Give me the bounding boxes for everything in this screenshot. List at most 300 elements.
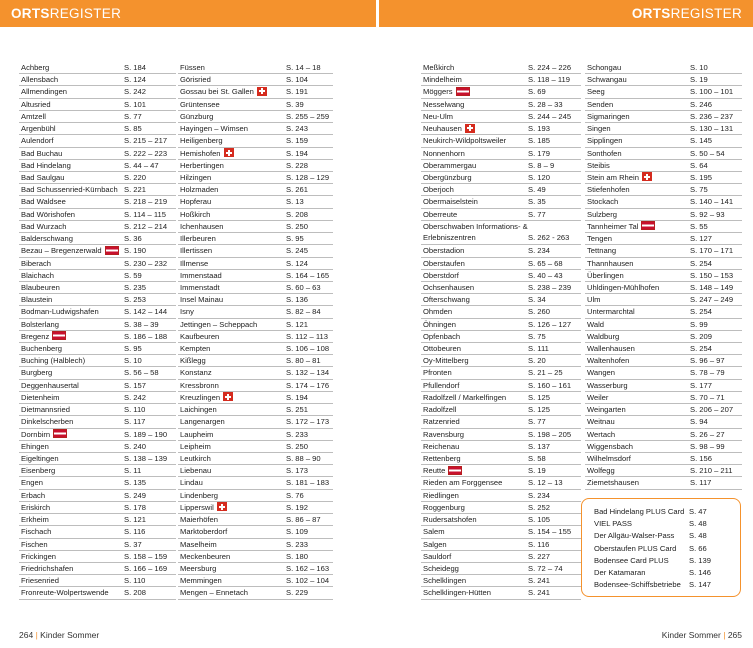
index-entry xyxy=(421,270,581,282)
entry-page-ref: S. 234 xyxy=(528,490,550,500)
entry-place-name xyxy=(180,258,208,269)
entry-place-text: Neu-Ulm xyxy=(423,111,453,121)
entry-page-ref: S. 244 – 245 xyxy=(528,111,572,121)
entry-page-ref: S. 88 – 90 xyxy=(286,454,321,463)
switzerland-flag-icon xyxy=(465,124,475,133)
entry-place-text: Wangen xyxy=(587,368,616,378)
entry-place-name xyxy=(423,148,465,159)
index-entry xyxy=(421,367,581,379)
index-entry xyxy=(178,99,333,111)
entry-place-name xyxy=(587,74,627,85)
entry-place-text: Bad Wörishofen xyxy=(21,209,76,219)
entry-page-ref: S. 240 xyxy=(124,441,146,451)
entry-page-ref: S. 192 xyxy=(286,502,308,512)
entry-page-ref: S. 70 – 71 xyxy=(690,392,725,402)
entry-place-text: Nonnenhorn xyxy=(423,148,465,158)
entry-page-ref: S. 246 xyxy=(690,99,712,109)
card-name: Bad Hindelang PLUS Card xyxy=(594,507,685,516)
entry-page-ref: S. 209 xyxy=(690,331,712,341)
entry-place-text: Schongau xyxy=(587,63,622,72)
entry-page-ref: S. 212 – 214 xyxy=(124,221,168,231)
index-entry xyxy=(19,587,176,599)
entry-place-name xyxy=(21,123,56,134)
index-entry xyxy=(178,551,333,563)
index-entry xyxy=(585,355,742,367)
entry-place-text: Ichenhausen xyxy=(180,221,224,231)
entry-place-name xyxy=(423,184,454,195)
entry-page-ref: S. 85 xyxy=(124,124,142,134)
index-entry xyxy=(585,209,742,221)
entry-place-name xyxy=(423,563,459,574)
entry-place-text: Biberach xyxy=(21,258,51,268)
entry-page-ref: S. 138 – 139 xyxy=(124,454,168,463)
index-entry xyxy=(19,62,176,74)
card-name: Der Allgäu-Walser-Pass xyxy=(594,531,675,541)
entry-page-ref: S. 64 xyxy=(690,160,708,170)
entry-place-name xyxy=(21,233,73,244)
entry-page-ref: S. 238 – 239 xyxy=(528,282,572,292)
entry-page-ref: S. 190 xyxy=(124,246,146,256)
entry-page-ref: S. 242 xyxy=(124,392,146,402)
card-name: VIEL PASS xyxy=(594,519,632,529)
entry-place-name xyxy=(587,343,635,354)
entry-place-text: Holzmaden xyxy=(180,185,219,195)
index-entry xyxy=(19,160,176,172)
entry-page-ref: S. 106 – 108 xyxy=(286,344,330,354)
entry-place-name xyxy=(180,86,267,97)
entry-place-name xyxy=(21,502,50,513)
entry-place-name xyxy=(21,111,46,122)
entry-place-name xyxy=(21,404,70,415)
index-entry xyxy=(178,355,333,367)
index-entry xyxy=(585,306,742,318)
card-page-ref: S. 146 xyxy=(689,567,711,577)
entry-place-text: Senden xyxy=(587,99,614,109)
entry-place-name xyxy=(587,245,616,256)
entry-page-ref: S. 117 xyxy=(124,417,146,427)
entry-place-text: Wallenhausen xyxy=(587,344,635,354)
entry-place-text: Hayingen – Wimsen xyxy=(180,124,248,134)
entry-place-name xyxy=(423,196,478,207)
entry-place-text: Tengen xyxy=(587,234,612,244)
entry-place-name xyxy=(587,99,613,110)
index-entry xyxy=(19,343,176,355)
entry-place-text: Burgberg xyxy=(21,368,53,378)
entry-place-name xyxy=(21,172,65,183)
entry-place-name xyxy=(21,245,119,256)
entry-page-ref: S. 245 xyxy=(286,246,308,256)
entry-page-ref: S. 92 – 93 xyxy=(690,209,725,219)
entry-place-text: Oberschwaben Informations- & Erlebniszentren xyxy=(423,221,528,242)
index-entry xyxy=(19,441,176,453)
entry-page-ref: S. 120 xyxy=(528,172,550,182)
entry-page-ref: S. 117 xyxy=(690,478,712,488)
index-entry xyxy=(178,196,333,208)
entry-page-ref: S. 130 – 131 xyxy=(690,124,734,134)
entry-page-ref: S. 78 – 79 xyxy=(690,368,725,378)
entry-place-text: Weiler xyxy=(587,392,609,402)
entry-place-name xyxy=(587,331,619,342)
entry-page-ref: S. 194 xyxy=(286,392,308,402)
index-entry xyxy=(178,86,333,98)
entry-place-name xyxy=(180,99,220,110)
entry-page-ref: S. 252 xyxy=(528,502,550,512)
entry-page-ref: S. 59 xyxy=(124,270,142,280)
entry-place-name xyxy=(21,380,79,391)
index-entry xyxy=(178,319,333,331)
footer-separator: | xyxy=(723,630,726,640)
entry-page-ref: S. 164 – 165 xyxy=(286,270,330,280)
entry-place-text: Jettingen – Scheppach xyxy=(180,319,258,329)
index-entry xyxy=(19,563,176,575)
entry-place-name xyxy=(180,233,216,244)
entry-place-text: Fronreute-Wolpertswende xyxy=(21,588,109,598)
entry-place-text: Leipheim xyxy=(180,441,211,451)
index-entry xyxy=(421,502,581,514)
entry-place-name xyxy=(180,563,216,574)
entry-place-text: Bad Saulgau xyxy=(21,172,65,182)
entry-page-ref: S. 137 xyxy=(528,441,550,451)
entry-place-name xyxy=(21,587,109,598)
entry-place-text: Waldburg xyxy=(587,331,620,341)
index-entry xyxy=(585,404,742,416)
entry-place-text: Aulendorf xyxy=(21,136,54,146)
entry-page-ref: S. 162 – 163 xyxy=(286,563,330,573)
entry-place-text: Eigeltingen xyxy=(21,454,59,463)
entry-place-name xyxy=(587,392,608,403)
index-entry xyxy=(178,404,333,416)
entry-place-text: Eisenberg xyxy=(21,466,56,476)
card-page-ref: S. 48 xyxy=(689,519,707,529)
entry-page-ref: S. 58 xyxy=(528,454,546,463)
index-entry xyxy=(19,490,176,502)
entry-page-ref: S. 136 xyxy=(286,295,308,305)
entry-place-name xyxy=(180,343,210,354)
entry-place-text: Pfronten xyxy=(423,368,452,378)
entry-place-text: Blaustein xyxy=(21,295,53,305)
entry-place-text: Sonthofen xyxy=(587,148,622,158)
entry-place-text: Herbertingen xyxy=(180,160,224,170)
card-page-ref: S. 47 xyxy=(689,507,707,516)
entry-page-ref: S. 158 – 159 xyxy=(124,551,168,561)
index-entry xyxy=(19,196,176,208)
entry-place-text: Illmense xyxy=(180,258,209,268)
entry-place-text: Tannheimer Tal xyxy=(587,221,639,231)
index-entry xyxy=(585,123,742,135)
entry-place-name xyxy=(180,74,211,85)
index-entry xyxy=(178,62,333,74)
entry-place-name xyxy=(423,282,474,293)
entry-place-text: Thannhausen xyxy=(587,258,634,268)
entry-place-name xyxy=(423,416,460,427)
entry-page-ref: S. 173 xyxy=(286,466,308,476)
entry-place-name xyxy=(180,111,213,122)
entry-page-ref: S. 21 – 25 xyxy=(528,368,563,378)
index-entry xyxy=(421,306,581,318)
index-entry xyxy=(178,184,333,196)
entry-page-ref: S. 208 xyxy=(124,588,146,598)
entry-place-name xyxy=(180,62,205,73)
entry-place-name xyxy=(423,62,454,73)
entry-place-name xyxy=(180,282,220,293)
index-entry xyxy=(178,233,333,245)
entry-page-ref: S. 210 – 211 xyxy=(690,466,733,476)
entry-page-ref: S. 195 xyxy=(690,172,712,182)
entry-page-ref: S. 253 xyxy=(124,295,146,305)
index-entry xyxy=(19,282,176,294)
entry-page-ref: S. 208 xyxy=(286,209,308,219)
entry-place-name xyxy=(180,319,257,330)
card-entry xyxy=(582,543,740,555)
entry-place-name xyxy=(21,148,62,159)
page-title-left: ORTSREGISTER xyxy=(11,6,122,21)
entry-place-text: Bolsterlang xyxy=(21,319,59,329)
entry-place-name xyxy=(21,294,52,305)
entry-page-ref: S. 178 xyxy=(124,502,146,512)
index-entry xyxy=(421,392,581,404)
entry-page-ref: S. 243 xyxy=(286,124,308,134)
index-entry xyxy=(585,86,742,98)
index-entry xyxy=(178,587,333,599)
entry-place-text: Allmendingen xyxy=(21,87,68,97)
entry-place-text: Leutkirch xyxy=(180,454,211,463)
entry-place-name xyxy=(21,441,49,452)
index-entry xyxy=(178,380,333,392)
entry-place-name xyxy=(21,74,58,85)
entry-page-ref: S. 10 xyxy=(124,356,142,366)
page-title-right: ORTSREGISTER xyxy=(631,6,742,21)
entry-place-text: Ratzenried xyxy=(423,417,460,427)
entry-place-name xyxy=(587,319,604,330)
entry-place-name xyxy=(587,62,621,73)
entry-place-text: Weingarten xyxy=(587,405,626,415)
entry-page-ref: S. 110 xyxy=(124,405,146,415)
entry-place-text: Obermaiselstein xyxy=(423,197,478,207)
index-entry xyxy=(421,453,581,465)
entry-page-ref: S. 95 xyxy=(286,234,304,244)
entry-place-text: Roggenburg xyxy=(423,502,465,512)
index-entry xyxy=(178,294,333,306)
index-entry xyxy=(178,123,333,135)
page-number-right: 265 xyxy=(727,630,742,640)
entry-page-ref: S. 38 – 39 xyxy=(124,319,159,329)
card-page-ref: S. 147 xyxy=(689,580,711,590)
entry-page-ref: S. 124 xyxy=(124,75,146,85)
entry-place-name xyxy=(21,160,71,171)
index-entry xyxy=(421,148,581,160)
entry-place-name xyxy=(180,416,225,427)
entry-place-text: Schelklingen-Hütten xyxy=(423,588,491,598)
entry-place-text: Seeg xyxy=(587,87,605,97)
index-entry xyxy=(585,148,742,160)
entry-page-ref: S. 254 xyxy=(690,344,712,354)
entry-page-ref: S. 125 xyxy=(528,392,550,402)
page-number-left: 264 xyxy=(19,630,34,640)
entry-place-name xyxy=(587,477,639,488)
index-entry xyxy=(421,111,581,123)
entry-page-ref: S. 99 xyxy=(690,319,708,329)
entry-page-ref: S. 160 – 161 xyxy=(528,380,572,390)
card-entry xyxy=(582,530,740,542)
entry-page-ref: S. 50 – 54 xyxy=(690,148,725,158)
entry-place-name xyxy=(423,392,506,403)
entry-page-ref: S. 184 xyxy=(124,63,146,72)
index-entry xyxy=(585,135,742,147)
index-entry xyxy=(421,441,581,453)
austria-flag-icon xyxy=(448,466,462,475)
entry-place-text: Singen xyxy=(587,124,611,134)
entry-page-ref: S. 12 – 13 xyxy=(528,478,563,488)
entry-page-ref: S. 37 xyxy=(124,539,142,549)
entry-place-text: Sulzberg xyxy=(587,209,617,219)
entry-page-ref: S. 60 – 63 xyxy=(286,282,321,292)
index-entry xyxy=(585,233,742,245)
entry-place-text: Bodman-Ludwigshafen xyxy=(21,307,99,317)
entry-place-name xyxy=(423,319,456,330)
entry-place-text: Reichenau xyxy=(423,441,460,451)
index-entry xyxy=(19,453,176,465)
index-entry xyxy=(178,453,333,465)
entry-page-ref: S. 35 xyxy=(528,197,546,207)
entry-page-ref: S. 154 – 155 xyxy=(528,527,572,537)
index-entry xyxy=(421,465,581,477)
entry-place-name xyxy=(423,429,464,440)
index-entry xyxy=(421,331,581,343)
index-entry xyxy=(178,441,333,453)
entry-place-text: Schelklingen xyxy=(423,576,467,586)
entry-place-text: Möggers xyxy=(423,87,453,97)
card-name: Oberstaufen PLUS Card xyxy=(594,543,677,553)
entry-page-ref: S. 261 xyxy=(286,185,308,195)
entry-page-ref: S. 156 xyxy=(690,454,712,463)
entry-page-ref: S. 72 – 74 xyxy=(528,563,563,573)
entry-place-text: Bregenz xyxy=(21,331,50,341)
entry-place-name xyxy=(180,367,212,378)
entry-place-name xyxy=(423,539,447,550)
entry-page-ref: S. 221 xyxy=(124,185,146,195)
entry-place-text: Laupheim xyxy=(180,429,214,439)
entry-place-name xyxy=(587,111,630,122)
index-entry xyxy=(178,502,333,514)
entry-place-text: Liebenau xyxy=(180,466,212,476)
entry-page-ref: S. 159 xyxy=(286,136,308,146)
entry-place-text: Gossau bei St. Gallen xyxy=(180,87,254,97)
entry-place-text: Ohmden xyxy=(423,307,453,317)
austria-flag-icon xyxy=(641,221,655,230)
entry-page-ref: S. 94 xyxy=(690,417,708,427)
entry-place-text: Rieden am Forggensee xyxy=(423,478,503,488)
entry-place-text: Lindenberg xyxy=(180,490,219,500)
footer-separator: | xyxy=(35,630,38,640)
entry-place-name xyxy=(423,306,452,317)
entry-page-ref: S. 56 – 58 xyxy=(124,368,159,378)
entry-page-ref: S. 76 xyxy=(286,490,304,500)
entry-page-ref: S. 189 – 190 xyxy=(124,429,168,439)
index-entry xyxy=(421,196,581,208)
index-column-3 xyxy=(421,62,581,600)
entry-page-ref: S. 110 xyxy=(124,576,146,586)
index-entry xyxy=(178,514,333,526)
card-page-ref: S. 48 xyxy=(689,531,707,541)
entry-place-text: Sauldorf xyxy=(423,551,452,561)
index-entry xyxy=(421,319,581,331)
entry-place-text: Ravensburg xyxy=(423,429,464,439)
index-entry xyxy=(421,86,581,98)
index-entry xyxy=(178,367,333,379)
entry-place-name xyxy=(180,306,194,317)
card-entry xyxy=(582,506,740,518)
entry-page-ref: S. 125 xyxy=(528,405,550,415)
entry-place-text: Friedrichshafen xyxy=(21,563,74,573)
entry-place-name xyxy=(180,196,211,207)
index-entry xyxy=(421,343,581,355)
entry-page-ref: S. 55 xyxy=(690,221,708,231)
index-entry xyxy=(19,148,176,160)
entry-place-name xyxy=(21,99,51,110)
entry-place-text: Oberstadion xyxy=(423,246,465,256)
switzerland-flag-icon xyxy=(217,502,227,511)
entry-page-ref: S. 185 xyxy=(528,136,550,146)
entry-place-name xyxy=(587,429,615,440)
entry-place-text: Wald xyxy=(587,319,605,329)
footer-right xyxy=(662,630,742,640)
entry-page-ref: S. 40 – 43 xyxy=(528,270,563,280)
index-entry xyxy=(178,526,333,538)
entry-place-text: Ochsenhausen xyxy=(423,282,475,292)
entry-place-text: Kreuzlingen xyxy=(180,392,221,402)
index-entry xyxy=(178,343,333,355)
entry-place-text: Langenargen xyxy=(180,417,225,427)
entry-place-text: Dietmannsried xyxy=(21,405,70,415)
entry-page-ref: S. 44 – 47 xyxy=(124,160,159,170)
entry-page-ref: S. 75 xyxy=(690,185,708,195)
index-entry xyxy=(585,477,742,489)
entry-place-name xyxy=(587,355,629,366)
entry-place-name xyxy=(423,111,453,122)
entry-place-name xyxy=(21,282,60,293)
entry-place-text: Reutte xyxy=(423,466,446,476)
entry-place-text: Füssen xyxy=(180,63,205,72)
entry-page-ref: S. 77 xyxy=(528,417,546,427)
entry-place-text: Kressbronn xyxy=(180,380,219,390)
entry-place-name xyxy=(423,490,459,501)
entry-place-name xyxy=(180,294,223,305)
entry-page-ref: S. 96 – 97 xyxy=(690,356,725,366)
entry-place-name xyxy=(423,160,476,171)
entry-place-name xyxy=(587,404,626,415)
entry-place-text: Wasserburg xyxy=(587,380,628,390)
entry-place-text: Wilhelmsdorf xyxy=(587,454,631,463)
entry-place-name xyxy=(21,416,73,427)
index-entry xyxy=(421,539,581,551)
entry-place-text: Waltenhofen xyxy=(587,356,630,366)
entry-place-name xyxy=(180,575,222,586)
entry-place-text: Steibis xyxy=(587,160,610,170)
entry-place-text: Hopferau xyxy=(180,197,212,207)
entry-page-ref: S. 250 xyxy=(286,441,308,451)
entry-place-name xyxy=(587,148,622,159)
index-entry xyxy=(421,62,581,74)
entry-place-text: Neuhausen xyxy=(423,124,462,134)
index-entry xyxy=(19,551,176,563)
card-page-ref: S. 139 xyxy=(689,555,711,565)
entry-place-name xyxy=(21,221,66,232)
entry-place-text: Bezau – Bregenzerwald xyxy=(21,246,102,256)
entry-place-name xyxy=(180,429,213,440)
austria-flag-icon xyxy=(53,429,67,438)
index-entry xyxy=(421,184,581,196)
entry-place-name xyxy=(423,172,472,183)
